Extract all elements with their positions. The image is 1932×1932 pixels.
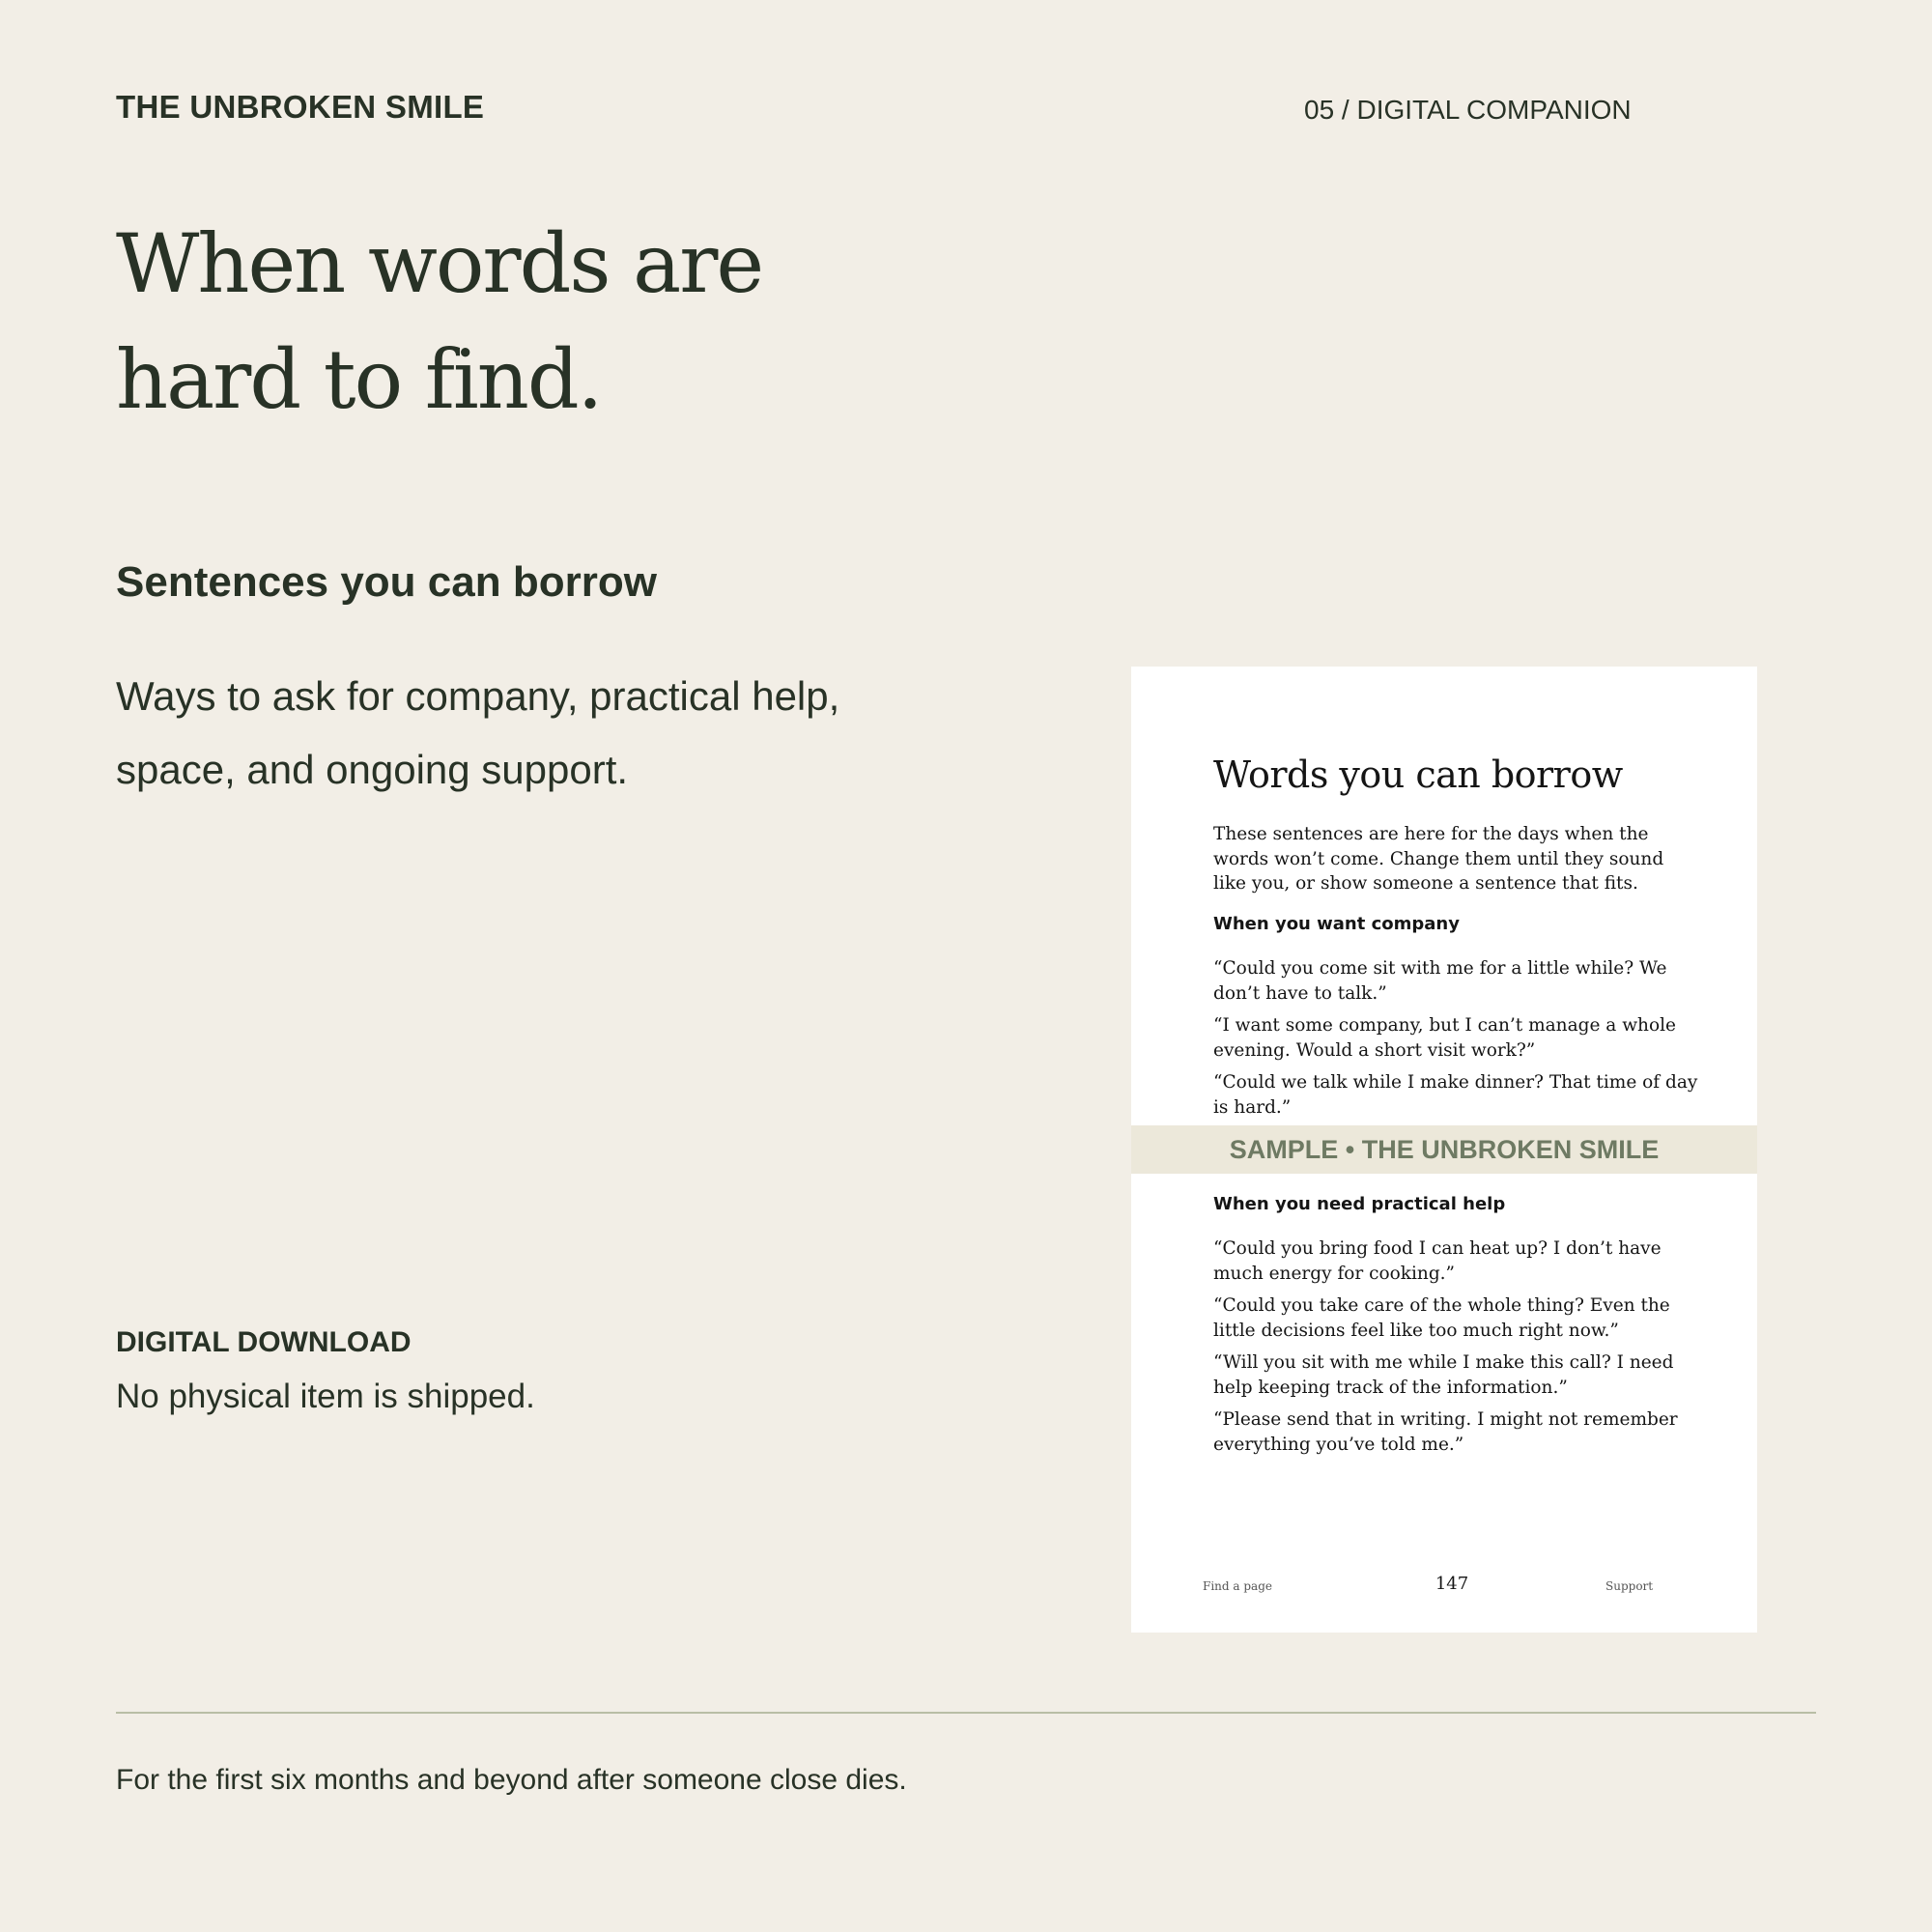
quote: “I want some company, but I can’t manage a whole evening. Would a short visit work?”	[1213, 1015, 1676, 1061]
quote: “Could you come sit with me for a little while? We don’t have to talk.”	[1213, 958, 1667, 1004]
lede: Ways to ask for company, practical help, space, and ongoing support.	[116, 673, 840, 792]
quote: “Please send that in writing. I might not remember everything you’ve told me.”	[1213, 1409, 1678, 1455]
page-footer-support-link: Support	[1605, 1579, 1654, 1593]
quote: “Could you take care of the whole thing? Even the little decisions feel like too much right now.”	[1213, 1295, 1670, 1341]
download-note: No physical item is shipped.	[116, 1378, 535, 1415]
section-label: 05 / DIGITAL COMPANION	[1304, 95, 1632, 125]
tagline: For the first six months and beyond after someone close dies.	[116, 1764, 907, 1796]
download-label: DIGITAL DOWNLOAD	[116, 1326, 412, 1358]
subhead: Sentences you can borrow	[116, 558, 657, 606]
page-number: 147	[1435, 1574, 1469, 1594]
headline: When words are hard to find.	[116, 216, 763, 427]
section-heading-practical-help: When you need practical help	[1213, 1194, 1506, 1214]
sample-page-intro: These sentences are here for the days when the words won’t come. Change them until they sound like you, or show someone a sentence that fits.	[1213, 824, 1664, 894]
page-footer-find-link: Find a page	[1203, 1579, 1272, 1593]
brand-name: THE UNBROKEN SMILE	[116, 89, 485, 125]
sample-page-title: Words you can borrow	[1213, 753, 1623, 796]
section-heading-company: When you want company	[1213, 914, 1460, 934]
quote: “Could you bring food I can heat up? I don’t have much energy for cooking.”	[1213, 1238, 1662, 1284]
quote: “Could we talk while I make dinner? That time of day is hard.”	[1213, 1072, 1698, 1118]
divider	[116, 1712, 1816, 1714]
sample-watermark-band: SAMPLE • THE UNBROKEN SMILE	[1131, 1125, 1757, 1174]
sample-page-preview	[1131, 667, 1757, 1633]
quote: “Will you sit with me while I make this call? I need help keeping track of the information.”	[1213, 1352, 1674, 1398]
